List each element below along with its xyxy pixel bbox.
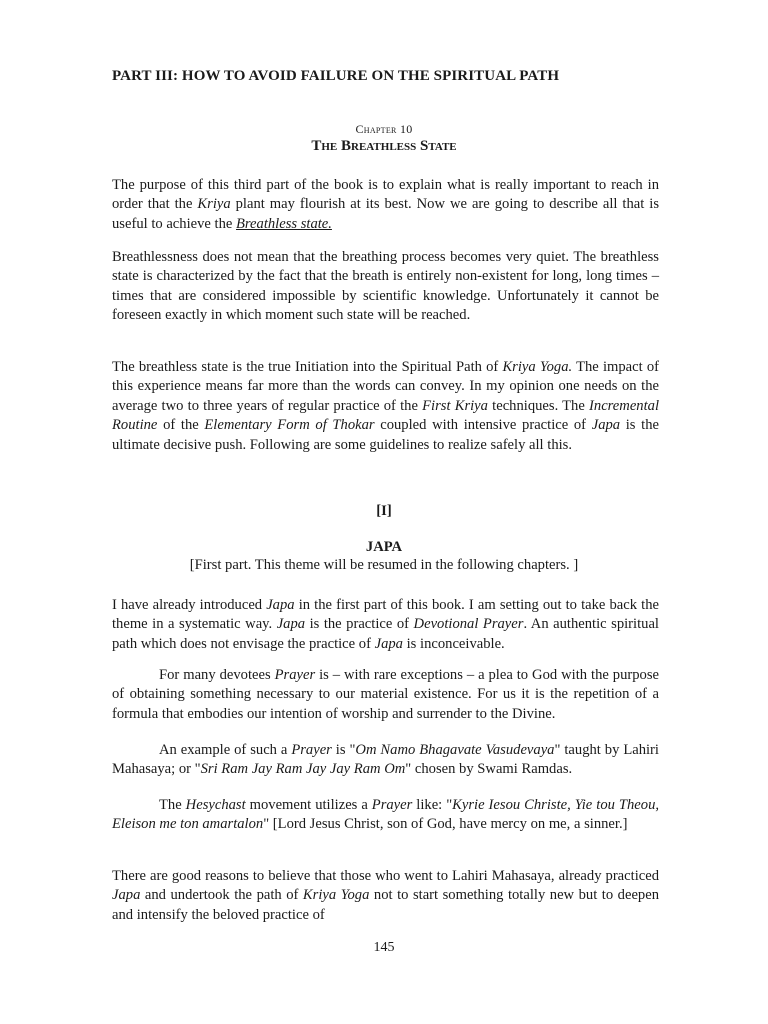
- section-note: [First part. This theme will be resumed in the following chapters. ]: [189, 557, 579, 573]
- japa-paragraph-5: There are good reasons to believe that those who went to Lahiri Mahasaya, already practiced Japa and undertook the path of Kriya Yoga not to start something totally new but to deepen and intensify the beloved practice of: [112, 868, 660, 923]
- section-title: JAPA: [365, 539, 403, 555]
- japa-paragraph-4: The Hesychast movement utilizes a Prayer like: "Kyrie Iesou Christe, Yie tou Theou, Eleison me ton amartalon" [Lord Jesus Christ, son of God, have mercy on me, a sinner.]: [112, 797, 660, 833]
- chapter-title: The Breathless State: [311, 138, 457, 154]
- japa-paragraph-3: An example of such a Prayer is "Om Namo Bhagavate Vasudevaya" taught by Lahiri Mahasaya; or "Sri Ram Jay Ram Jay Jay Ram Om" chosen by Swami Ramdas.: [112, 742, 659, 778]
- section-number: [I]: [376, 503, 392, 519]
- intro-paragraph-3: The breathless state is the true Initiation into the Spiritual Path of Kriya Yoga. The impact of this experience means far more than the words can convey. In my opinion one needs on the average two to three years of regular practice of the First Kriya techniques. The Incremental Routine of the Elementary Form of Thokar coupled with intensive practice of Japa is the ultimate decisive push. Following are some guidelines to realize safely all this.: [112, 359, 659, 453]
- intro-paragraph-2: Breathlessness does not mean that the breathing process becomes very quiet. The breathless state is characterized by the fact that the breath is entirely non-existent for long, long times – times that are considered impossible by scientific knowledge. Unfortunately it cannot be foreseen exactly in which moment such state will be reached.: [112, 249, 659, 324]
- breathless-state-term: Breathless state.: [236, 215, 332, 232]
- page-number: 145: [373, 940, 395, 955]
- japa-paragraph-1: I have already introduced Japa in the first part of this book. I am setting out to take back the theme in a systematic way. Japa is the practice of Devotional Prayer. An authentic spiritual path which does not envisage the practice of Japa is inconceivable.: [112, 597, 659, 652]
- japa-paragraph-2: For many devotees Prayer is – with rare exceptions – a plea to God with the purpose of obtaining something necessary to our material existence. For us it is the repetition of a formula that embodies our intention of worship and surrender to the Divine.: [112, 667, 659, 722]
- intro-paragraph-1: The purpose of this third part of the book is to explain what is really important to reach in order that the Kriya plant may flourish at its best. Now we are going to describe all that is useful to achieve the Breathless state.: [112, 177, 659, 232]
- part-title: PART III: HOW TO AVOID FAILURE ON THE SPIRITUAL PATH: [112, 68, 560, 84]
- chapter-label: Chapter 10: [355, 122, 413, 136]
